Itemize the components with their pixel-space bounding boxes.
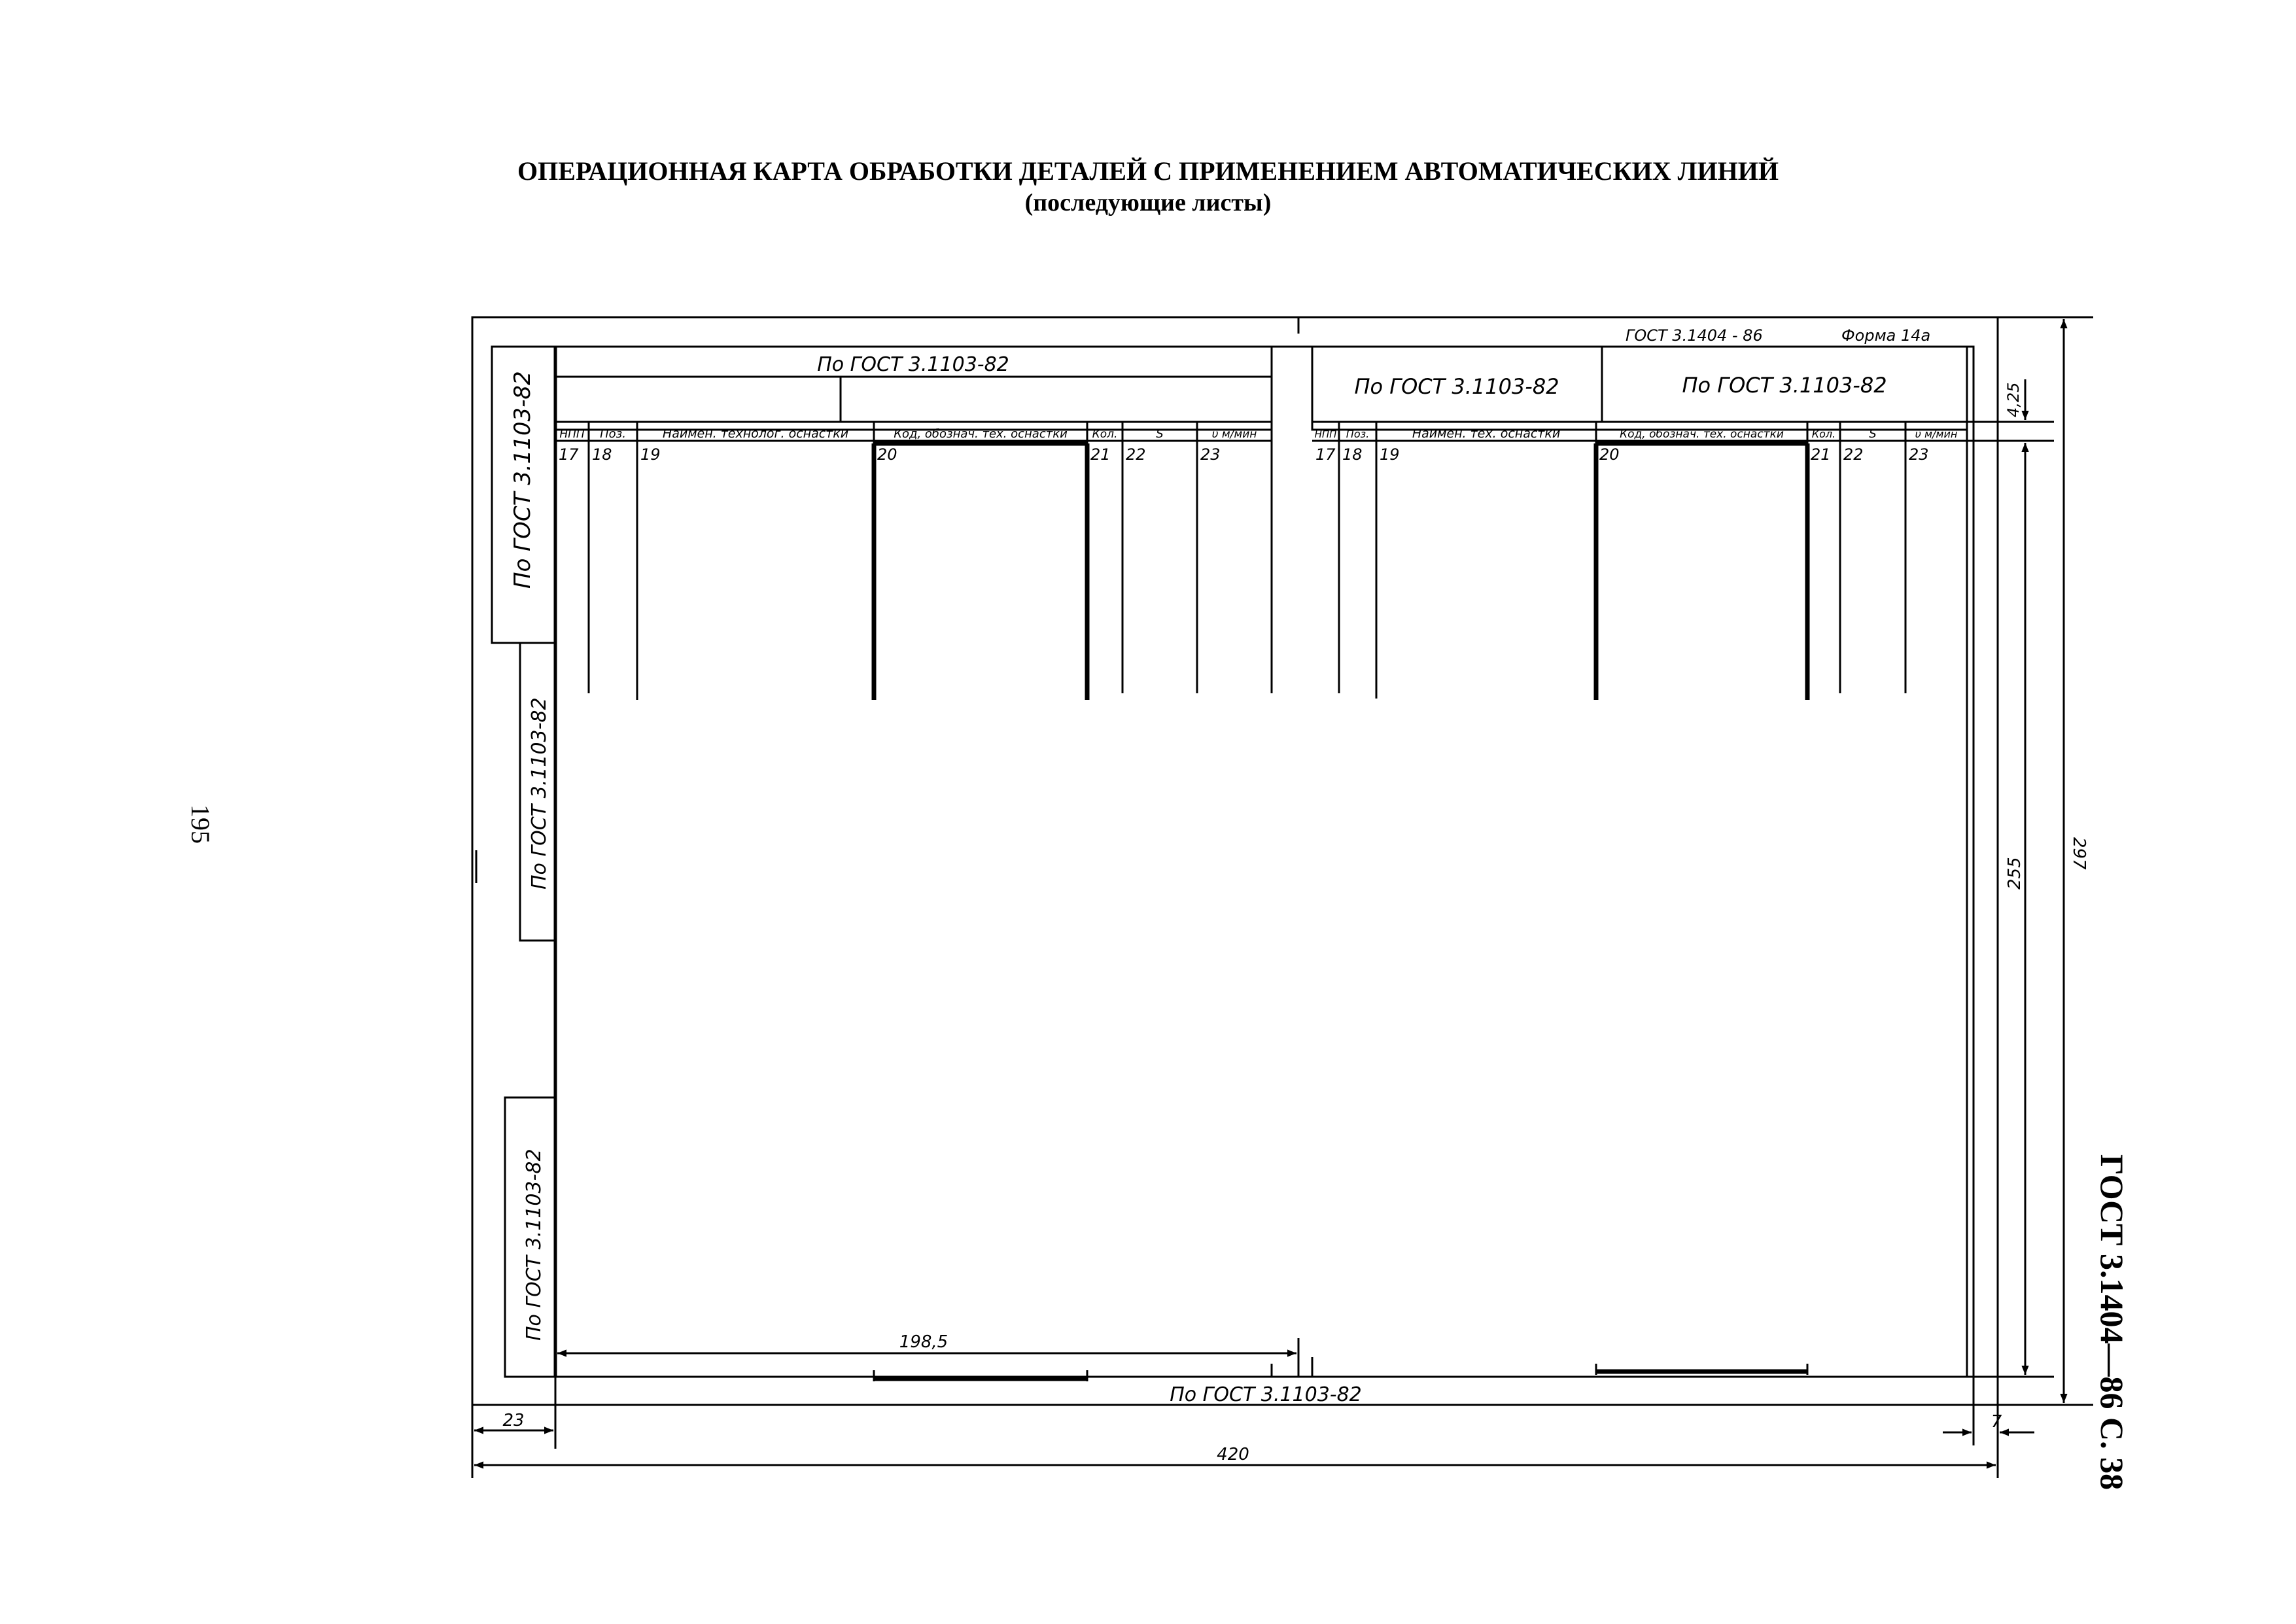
left-col-number-22: 22: [1126, 445, 1146, 464]
right-col-header-23: υ м/мин: [1915, 428, 1958, 440]
document-subtitle: (последующие листы): [1024, 189, 1272, 216]
inner-frame: [555, 347, 1974, 1377]
right-col-number-23: 23: [1909, 445, 1929, 464]
left-col-header-23: υ м/мин: [1211, 428, 1257, 441]
bottom-ref: По ГОСТ 3.1103-82: [1170, 1383, 1362, 1406]
right-col-header-22: S: [1869, 427, 1877, 441]
left-col-number-17: 17: [559, 445, 579, 464]
right-col-header-20: Код, обознач. тех. оснастки: [1620, 428, 1784, 441]
dimension-297: 297: [2069, 837, 2089, 870]
left-col-number-18: 18: [592, 445, 612, 464]
form-number-label: Форма 14а: [1841, 326, 1931, 345]
dimension-23: 23: [502, 1411, 525, 1430]
dimension-198-5: 198,5: [899, 1332, 948, 1352]
right-col-header-17: НПП: [1314, 428, 1337, 440]
side-stamp-upper-text: По ГОСТ 3.1103-82: [510, 371, 536, 589]
right-col-header-19: Наимен. тех. оснастки: [1412, 426, 1561, 441]
right-col-number-17: 17: [1315, 445, 1336, 464]
left-col-header-19: Наимен. технолог. оснастки: [662, 426, 849, 441]
gost-page-reference: ГОСТ 3.1404—86 С. 38: [2094, 1154, 2131, 1491]
right-col-number-18: 18: [1342, 445, 1363, 464]
form-standard-label: ГОСТ 3.1404 - 86: [1626, 326, 1763, 345]
dimension-7: 7: [1991, 1412, 2002, 1432]
left-col-number-20: 20: [877, 445, 897, 464]
side-stamp-lower-text: По ГОСТ 3.1103-82: [523, 1149, 546, 1341]
right-col-header-21: Кол.: [1811, 428, 1836, 440]
left-col-header-21: Кол.: [1092, 428, 1118, 441]
dimension-255: 255: [2005, 857, 2025, 890]
dimension-420: 420: [1217, 1445, 1249, 1464]
right-header-ref-2: По ГОСТ 3.1103-82: [1682, 373, 1887, 398]
left-col-header-18: Поз.: [600, 427, 626, 441]
right-col-number-22: 22: [1843, 445, 1864, 464]
left-col-number-23: 23: [1200, 445, 1221, 464]
right-col-header-18: Поз.: [1346, 428, 1370, 440]
left-col-number-21: 21: [1090, 445, 1111, 464]
side-stamp-middle-text: По ГОСТ 3.1103-82: [528, 697, 551, 890]
page-number: 195: [186, 804, 215, 844]
right-col-number-19: 19: [1380, 445, 1400, 464]
left-col-header-22: S: [1156, 427, 1164, 441]
dimension-4-25: 4,25: [2004, 382, 2023, 417]
right-header-ref-1: По ГОСТ 3.1103-82: [1354, 374, 1559, 399]
right-col-number-21: 21: [1811, 445, 1831, 464]
left-col-header-20: Код, обознач. тех. оснастки: [894, 427, 1068, 441]
right-col-number-20: 20: [1599, 445, 1620, 464]
left-col-number-19: 19: [640, 445, 661, 464]
left-col-header-17: НПП: [559, 428, 585, 441]
document-title: ОПЕРАЦИОННАЯ КАРТА ОБРАБОТКИ ДЕТАЛЕЙ С ПРИМЕНЕНИЕМ АВТОМАТИЧЕСКИХ ЛИНИЙ: [517, 156, 1779, 186]
outer-frame: [472, 317, 1998, 1405]
left-header-ref: По ГОСТ 3.1103-82: [817, 353, 1009, 376]
